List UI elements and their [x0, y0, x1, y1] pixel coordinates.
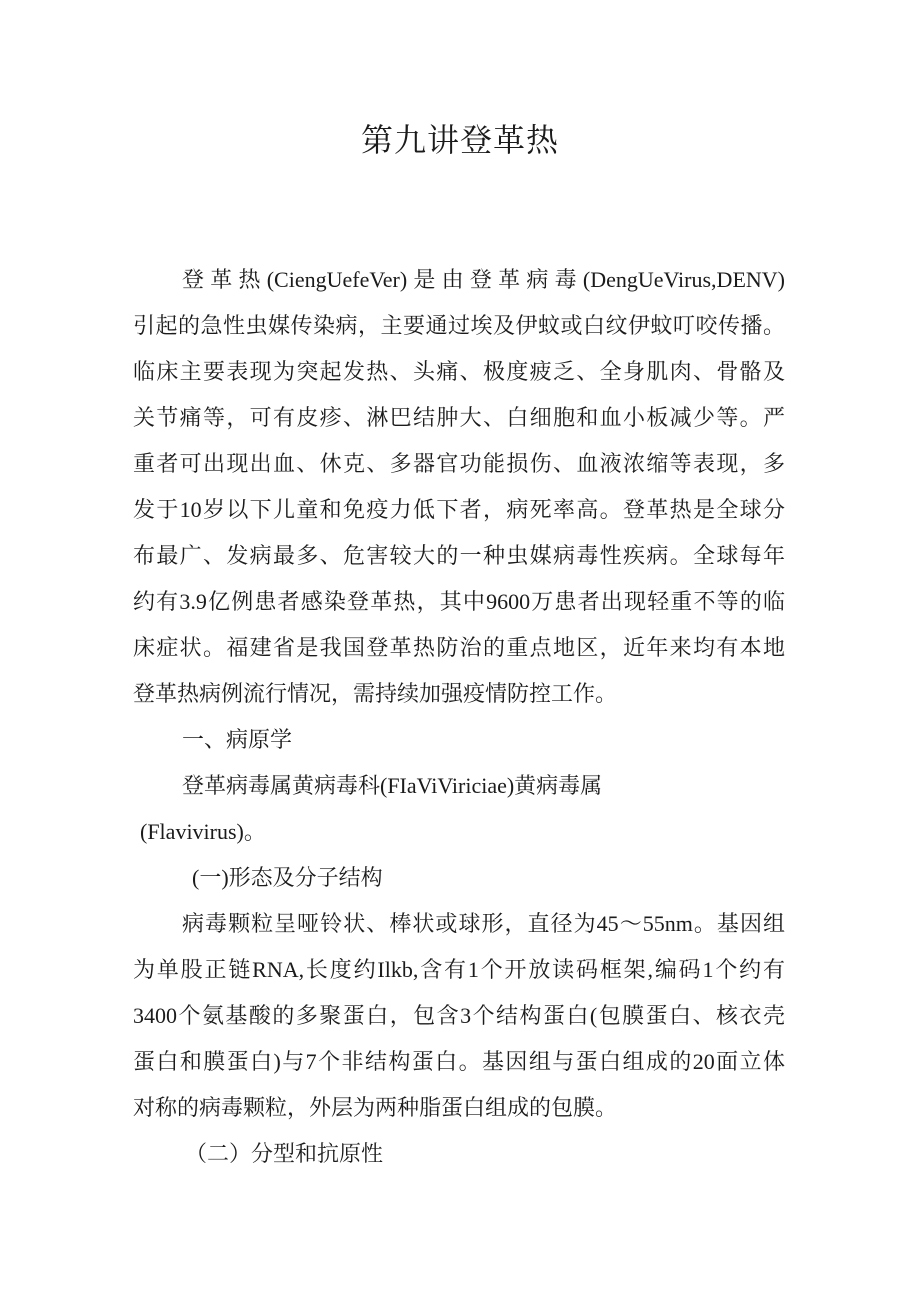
text-line: 为单股正链RNA,长度约Ilkb,含有1个开放读码框架,编码1个约有	[133, 957, 785, 982]
text-line: (Flavivirus)。	[140, 819, 266, 844]
text-line: 登革病毒属黄病毒科(FIaViViriciae)黄病毒属	[182, 773, 603, 798]
document-title: 第九讲登革热	[360, 122, 559, 158]
intro-paragraph	[133, 257, 785, 717]
text-line: 临床主要表现为突起发热、头痛、极度疲乏、全身肌肉、骨骼及	[133, 359, 785, 384]
text-line: 发于10岁以下儿童和免疫力低下者，病死率高。登革热是全球分	[133, 497, 785, 522]
text-line: 对称的病毒颗粒，外层为两种脂蛋白组成的包膜。	[133, 1095, 618, 1120]
text-line: 3400个氨基酸的多聚蛋白，包含3个结构蛋白(包膜蛋白、核衣壳	[133, 1003, 785, 1028]
text-line: 登革热病例流行情况，需持续加强疫情防控工作。	[133, 681, 618, 706]
subsection-paragraph	[133, 901, 785, 1131]
document-body	[133, 257, 785, 1177]
subsection-heading: （二）分型和抗原性	[185, 1141, 384, 1166]
text-line: 病毒颗粒呈哑铃状、棒状或球形，直径为45～55nm。基因组	[182, 911, 785, 936]
text-line: 重者可出现出血、休克、多器官功能损伤、血液浓缩等表现，多	[133, 451, 785, 476]
section-heading: 一、病原学	[182, 727, 293, 752]
text-line: 蛋白和膜蛋白)与7个非结构蛋白。基因组与蛋白组成的20面立体	[133, 1049, 785, 1074]
text-line: 关节痛等，可有皮疹、淋巴结肿大、白细胞和血小板减少等。严	[133, 405, 785, 430]
text-line: 布最广、发病最多、危害较大的一种虫媒病毒性疾病。全球每年	[133, 543, 785, 568]
section-paragraph	[133, 763, 785, 855]
text-line: 床症状。福建省是我国登革热防治的重点地区，近年来均有本地	[133, 635, 785, 660]
text-line: 约有3.9亿例患者感染登革热，其中9600万患者出现轻重不等的临	[133, 589, 785, 614]
subsection-heading: (一)形态及分子结构	[192, 865, 383, 890]
text-line: 引起的急性虫媒传染病，主要通过埃及伊蚊或白纹伊蚊叮咬传播。	[133, 313, 785, 338]
text-line: 登革热(CiengUefeVer)是由登革病毒(DengUeVirus,DENV)	[182, 267, 785, 292]
